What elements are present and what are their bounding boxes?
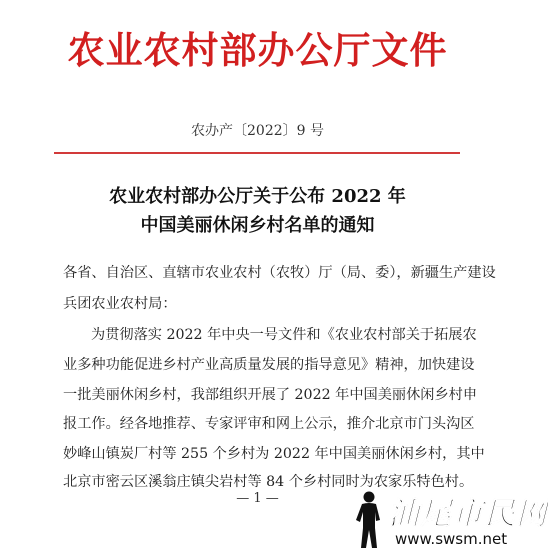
body-line: 业多种功能促进乡村产业高质量发展的指导意见》精神，加快建设	[63, 357, 475, 373]
body-line: 北京市密云区溪翁庄镇尖岩村等 84 个乡村同时为农家乐特色村。	[63, 474, 474, 490]
notice-title-line-1: 农业农村部办公厅关于公布 2022 年	[109, 186, 406, 207]
body-line: 各省、自治区、直辖市农业农村（农牧）厅（局、委），新疆生产建设	[63, 265, 496, 281]
body-line: 兵团农业农村局：	[63, 296, 177, 312]
body-line: 一批美丽休闲乡村，我部组织开展了 2022 年中国美丽休闲乡村申	[63, 387, 478, 403]
person-silhouette-icon	[348, 490, 388, 550]
site-watermark	[348, 488, 548, 551]
red-divider	[54, 152, 460, 154]
body-line: 报工作。经各地推荐、专家评审和网上公示，推介北京市门头沟区	[63, 416, 475, 432]
watermark-logo-text: 汕尾市民网	[388, 496, 548, 532]
notice-title-line-2: 中国美丽休闲乡村名单的通知	[140, 215, 375, 236]
page-number: — 1 —	[236, 491, 279, 506]
watermark-url[interactable]: www.swsm.net	[395, 530, 508, 548]
document-number: 农办产〔2022〕9 号	[191, 123, 324, 139]
body-line: 为贯彻落实 2022 年中央一号文件和《农业农村部关于拓展农	[91, 327, 477, 343]
masthead-title: 农业农村部办公厅文件	[67, 28, 448, 72]
body-line: 妙峰山镇炭厂村等 255 个乡村为 2022 年中国美丽休闲乡村，其中	[63, 446, 485, 462]
